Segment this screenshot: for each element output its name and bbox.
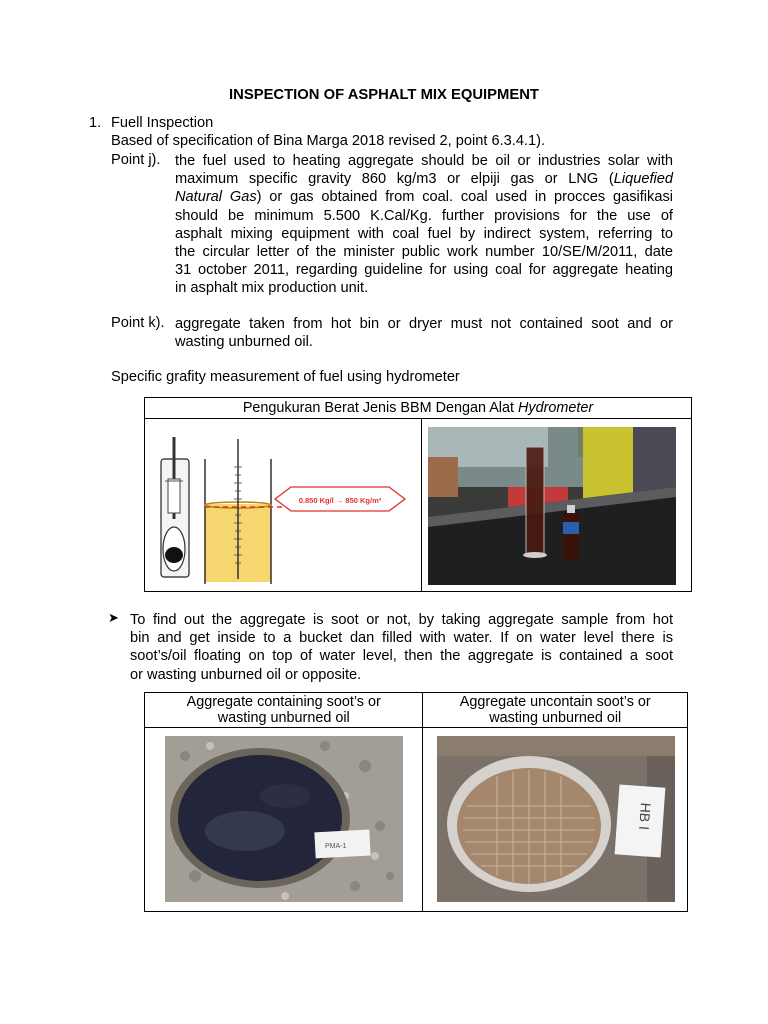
hydrometer-photo-cell	[422, 419, 692, 592]
hydrometer-diagram	[145, 419, 422, 592]
section-heading: Fuell Inspection	[111, 115, 214, 131]
aggregate-clean-header: Aggregate uncontain soot’s or wasting unburned oil	[423, 693, 688, 728]
section-number: 1.	[89, 115, 102, 131]
point-j-line: asphalt mixing equipment with coal fuel by indirect system, referring to	[175, 225, 673, 242]
point-j-line: the circular letter of the minister public work number 10/SE/M/2011, date	[175, 244, 673, 261]
hydrometer-weight	[165, 547, 183, 563]
soot-bucket-photo	[165, 736, 403, 902]
point-j-line: Natural Gas) or gas obtained from coal. coal used in procces gasifikasi	[175, 189, 673, 206]
sample-tag-right: HB I	[636, 802, 655, 831]
sg-caption: Specific grafity measurement of fuel using hydrometer	[111, 369, 460, 385]
aggregate-table	[144, 692, 688, 912]
spec-basis: Based of specification of Bina Marga 2018 revised 2, point 6.3.4.1).	[111, 133, 546, 149]
point-j-text	[175, 152, 673, 298]
clean-bucket-photo	[437, 736, 675, 902]
point-j-label: Point j).	[111, 152, 161, 168]
bullet-text: To find out the aggregate is soot or not, by taking aggregate sample from hot bin and get inside to a bucket dan filled with water. If on water level there is soot’s/oil floating on top of water level, then the aggregate is contained a soot or wasting unburned oil or opposite.	[130, 612, 673, 683]
point-j-line: in asphalt mix production unit.	[175, 280, 369, 297]
point-j-line: 31 october 2011, regarding guideline for using coal for aggregate heating	[175, 262, 673, 279]
aggregate-soot-header: Aggregate containing soot’s or wasting unburned oil	[145, 693, 423, 728]
soot-photo-cell	[145, 728, 423, 912]
page-title: INSPECTION OF ASPHALT MIX EQUIPMENT	[229, 87, 539, 103]
point-j-line: maximum specific gravity 860 kg/m3 or elpiji gas or LNG (Liquefied	[175, 171, 673, 188]
reading-label: 0.850 Kg/l → 850 Kg/m³	[298, 496, 382, 505]
hydrometer-table-header: Pengukuran Berat Jenis BBM Dengan Alat Hydrometer	[145, 398, 692, 419]
point-j-line: the fuel used to heating aggregate should be oil or industries solar with	[175, 153, 673, 169]
hydrometer-table	[144, 397, 692, 592]
arrow-bullet-icon: ➤	[108, 610, 119, 625]
hydrometer-photo	[428, 427, 676, 585]
point-k-text: aggregate taken from hot bin or dryer must not contained soot and or wasting unburned oil.	[175, 316, 673, 351]
point-k-label: Point k).	[111, 315, 165, 331]
hydrometer-diagram-cell	[145, 419, 422, 592]
sample-tag-left: PMA-1	[325, 843, 347, 850]
clean-photo-cell	[423, 728, 688, 912]
hydrometer-scale	[168, 479, 180, 513]
point-j-line: should be minimum 5.500 K.Cal/Kg. further provisions for the use of	[175, 207, 673, 224]
